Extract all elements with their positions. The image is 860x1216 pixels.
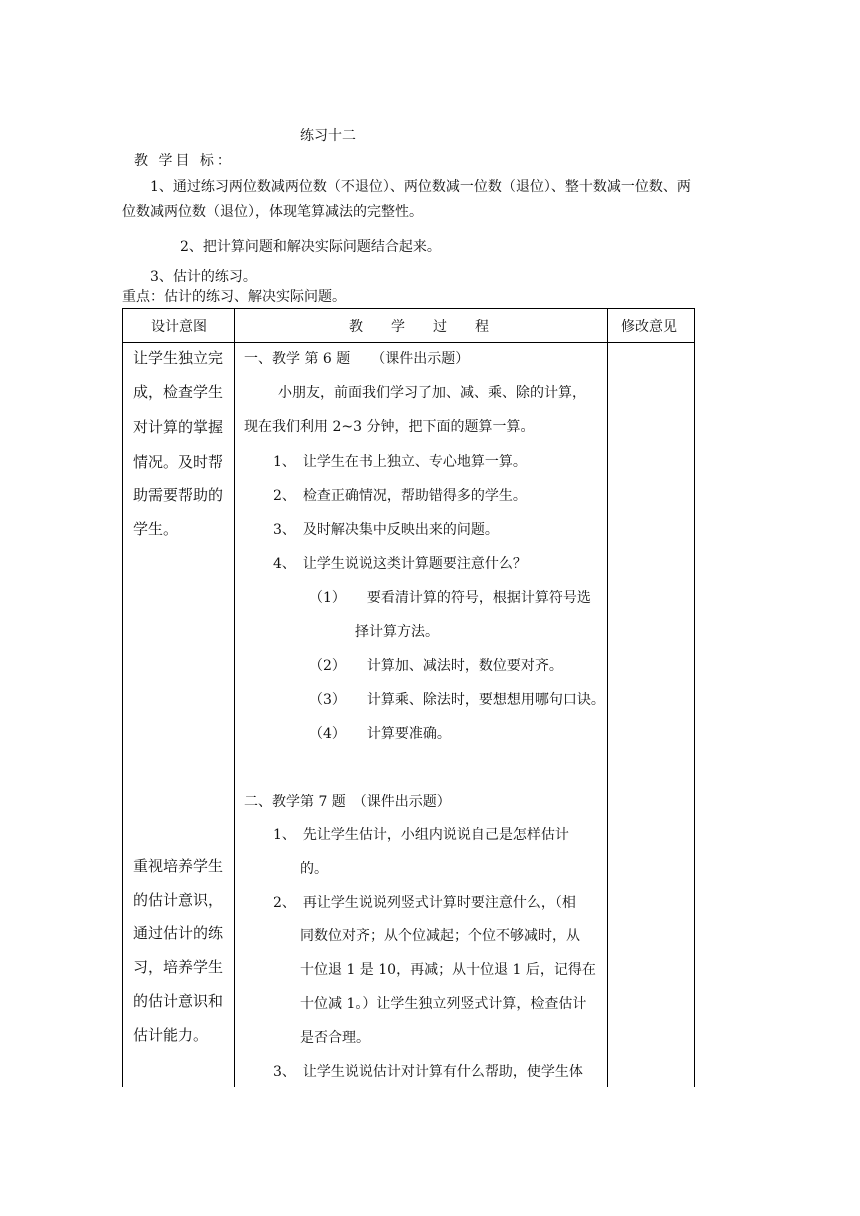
process-line: 1、 先让学生估计，小组内说说自己是怎样估计	[273, 827, 569, 843]
process-line: 二、教学第 7 题 （课件出示题）	[244, 794, 451, 810]
intent-line: 让学生独立完	[133, 349, 224, 367]
goal-1-line-1: 1、通过练习两位数减两位数（不退位）、两位数减一位数（退位）、整十数减一位数、两	[150, 179, 691, 195]
lesson-plan-table	[122, 308, 695, 1087]
process-line: 1、 让学生在书上独立、专心地算一算。	[273, 454, 527, 470]
process-line: 十位退 1 是 10，再减；从十位退 1 后，记得在	[300, 962, 596, 978]
process-line: 4、 让学生说说这类计算题要注意什么？	[273, 556, 527, 572]
header-intent: 设计意图	[151, 319, 207, 335]
column-divider	[234, 309, 235, 1087]
process-line: 的。	[300, 861, 328, 877]
intent-line: 成，检查学生	[133, 383, 224, 401]
intent-line: 对计算的掌握	[133, 418, 224, 436]
process-line: 择计算方法。	[355, 624, 439, 640]
intent-line: 的估计意识，	[133, 891, 224, 909]
header-divider	[123, 342, 694, 343]
intent-line: 重视培养学生	[133, 857, 224, 875]
goal-1-line-2: 位数减两位数（退位），体现笔算减法的完整性。	[122, 204, 423, 220]
process-line: 一、教学 第 6 题 （课件出示题）	[244, 351, 470, 367]
process-line: 十位减 1。）让学生独立列竖式计算，检查估计	[300, 996, 587, 1012]
process-line: 2、 检查正确情况，帮助错得多的学生。	[273, 488, 527, 504]
intent-line: 的估计意识和	[133, 992, 224, 1010]
process-line: 3、 及时解决集中反映出来的问题。	[273, 522, 499, 538]
column-divider	[607, 309, 608, 1087]
process-line: 3、 让学生说说估计对计算有什么帮助，使学生体	[273, 1064, 583, 1080]
process-line: 是否合理。	[300, 1030, 370, 1046]
intent-line: 助需要帮助的	[133, 486, 224, 504]
process-line: （1） 要看清计算的符号，根据计算符号选	[309, 590, 591, 606]
intent-line: 情况。及时帮	[133, 453, 224, 471]
intent-line: 通过估计的练	[133, 924, 224, 942]
document-title: 练习十二	[300, 128, 356, 144]
teaching-goals-label: 教 学目 标：	[134, 153, 234, 169]
process-line: （3） 计算乘、除法时，要想想用哪句口诀。	[309, 692, 605, 708]
intent-line: 习，培养学生	[133, 958, 224, 976]
process-line: 小朋友，前面我们学习了加、减、乘、除的计算，	[278, 385, 586, 401]
process-line: 同数位对齐；从个位减起；个位不够减时，从	[300, 928, 580, 944]
process-line: （4） 计算要准确。	[309, 726, 451, 742]
process-line: 现在我们利用 2~3 分钟，把下面的题算一算。	[244, 419, 535, 435]
goal-2: 2、把计算问题和解决实际问题结合起来。	[180, 239, 441, 255]
header-revision: 修改意见	[621, 319, 677, 335]
process-line: （2） 计算加、减法时，数位要对齐。	[309, 658, 563, 674]
intent-line: 估计能力。	[133, 1026, 209, 1044]
header-process: 教 学 过 程	[349, 319, 489, 335]
goal-3: 3、估计的练习。	[150, 269, 257, 285]
process-line: 2、 再让学生说说列竖式计算时要注意什么，（相	[273, 895, 576, 911]
intent-line: 学生。	[133, 520, 179, 538]
key-point: 重点：估计的练习、解决实际问题。	[122, 289, 346, 305]
